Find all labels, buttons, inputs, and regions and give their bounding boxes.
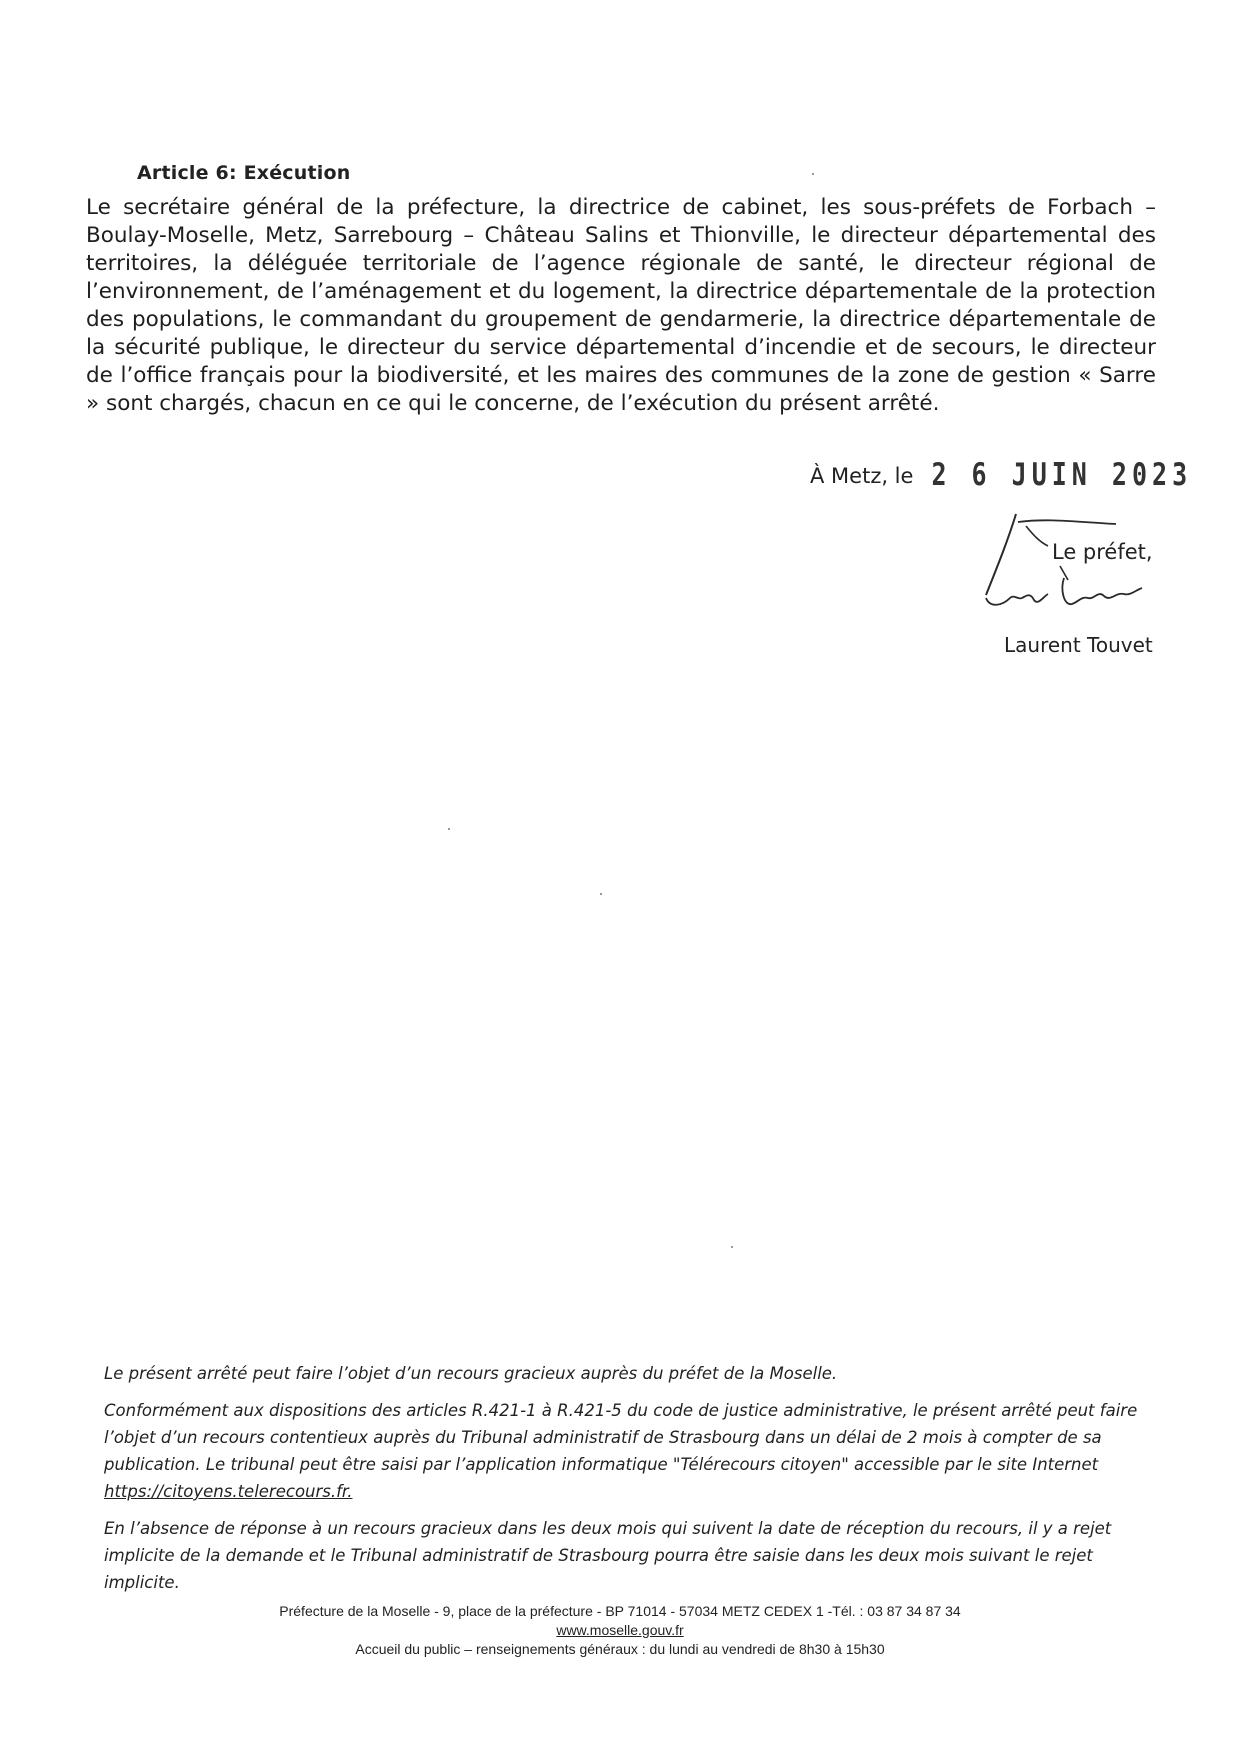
footer-hours: Accueil du public – renseignements généraux : du lundi au vendredi de 8h30 à 15h30: [355, 1641, 885, 1657]
scan-speck: [812, 173, 814, 175]
scan-speck: [731, 1246, 733, 1248]
scan-speck: [448, 828, 450, 830]
handwritten-signature: [968, 510, 1168, 625]
scan-speck: [600, 893, 602, 895]
footer-website-link[interactable]: www.moselle.gouv.fr: [556, 1622, 684, 1638]
place-label: À Metz, le: [810, 464, 914, 488]
telerecours-link[interactable]: https://citoyens.telerecours.fr.: [104, 1482, 353, 1501]
footer-address: Préfecture de la Moselle - 9, place de la préfecture - BP 71014 - 57034 METZ CEDEX 1 -Tél. : 03 87 34 87 34: [279, 1603, 961, 1619]
prefet-role: Le préfet,: [1052, 540, 1153, 564]
page-footer: [200, 1602, 1040, 1659]
recours-notice: [104, 1360, 1154, 1606]
article-title: Article 6: Exécution: [137, 162, 351, 184]
signer-name: Laurent Touvet: [1004, 633, 1153, 657]
article-body: Le secrétaire général de la préfecture, la directrice de cabinet, les sous-préfets de Forbach – Boulay-Moselle, Metz, Sarrebourg – Château Salins et Thionville, le directeur départemental des territoires, la déléguée territoriale de l’agence régionale de santé, le directeur régional de l’environnement, de l’aménagement et du logement, la directrice départementale de la protection des populations, le commandant du groupement de gendarmerie, la directrice départementale de la sécurité publique, le directeur du service départemental d’incendie et de secours, le directeur de l’office français pour la biodiversité, et les maires des communes de la zone de gestion « Sarre » sont chargés, chacun en ce qui le concerne, de l’exécution du présent arrêté.: [86, 195, 1156, 416]
recours-contentieux-paragraph: [104, 1397, 1154, 1505]
rejet-implicite-paragraph: En l’absence de réponse à un recours gracieux dans les deux mois qui suivent la date de réception du recours, il y a rejet implicite de la demande et le Tribunal administratif de Strasbourg pourra être saisie dans les deux mois suivant le rejet implicite.: [104, 1519, 1112, 1592]
recours-contentieux-text: Conformément aux dispositions des articles R.421-1 à R.421-5 du code de justice administrative, le présent arrêté peut faire l’objet d’un recours contentieux auprès du Tribunal administratif de Strasbourg dans un délai de 2 mois à compter de sa publication. Le tribunal peut être saisi par l’application informatique "Télérecours citoyen" accessible par le site Internet: [104, 1401, 1138, 1474]
recours-gracieux-paragraph: Le présent arrêté peut faire l’objet d’un recours gracieux auprès du préfet de la Moselle.: [104, 1364, 838, 1383]
date-line: [810, 456, 1193, 493]
date-stamp: 2 6 JUIN 2023: [931, 456, 1193, 493]
